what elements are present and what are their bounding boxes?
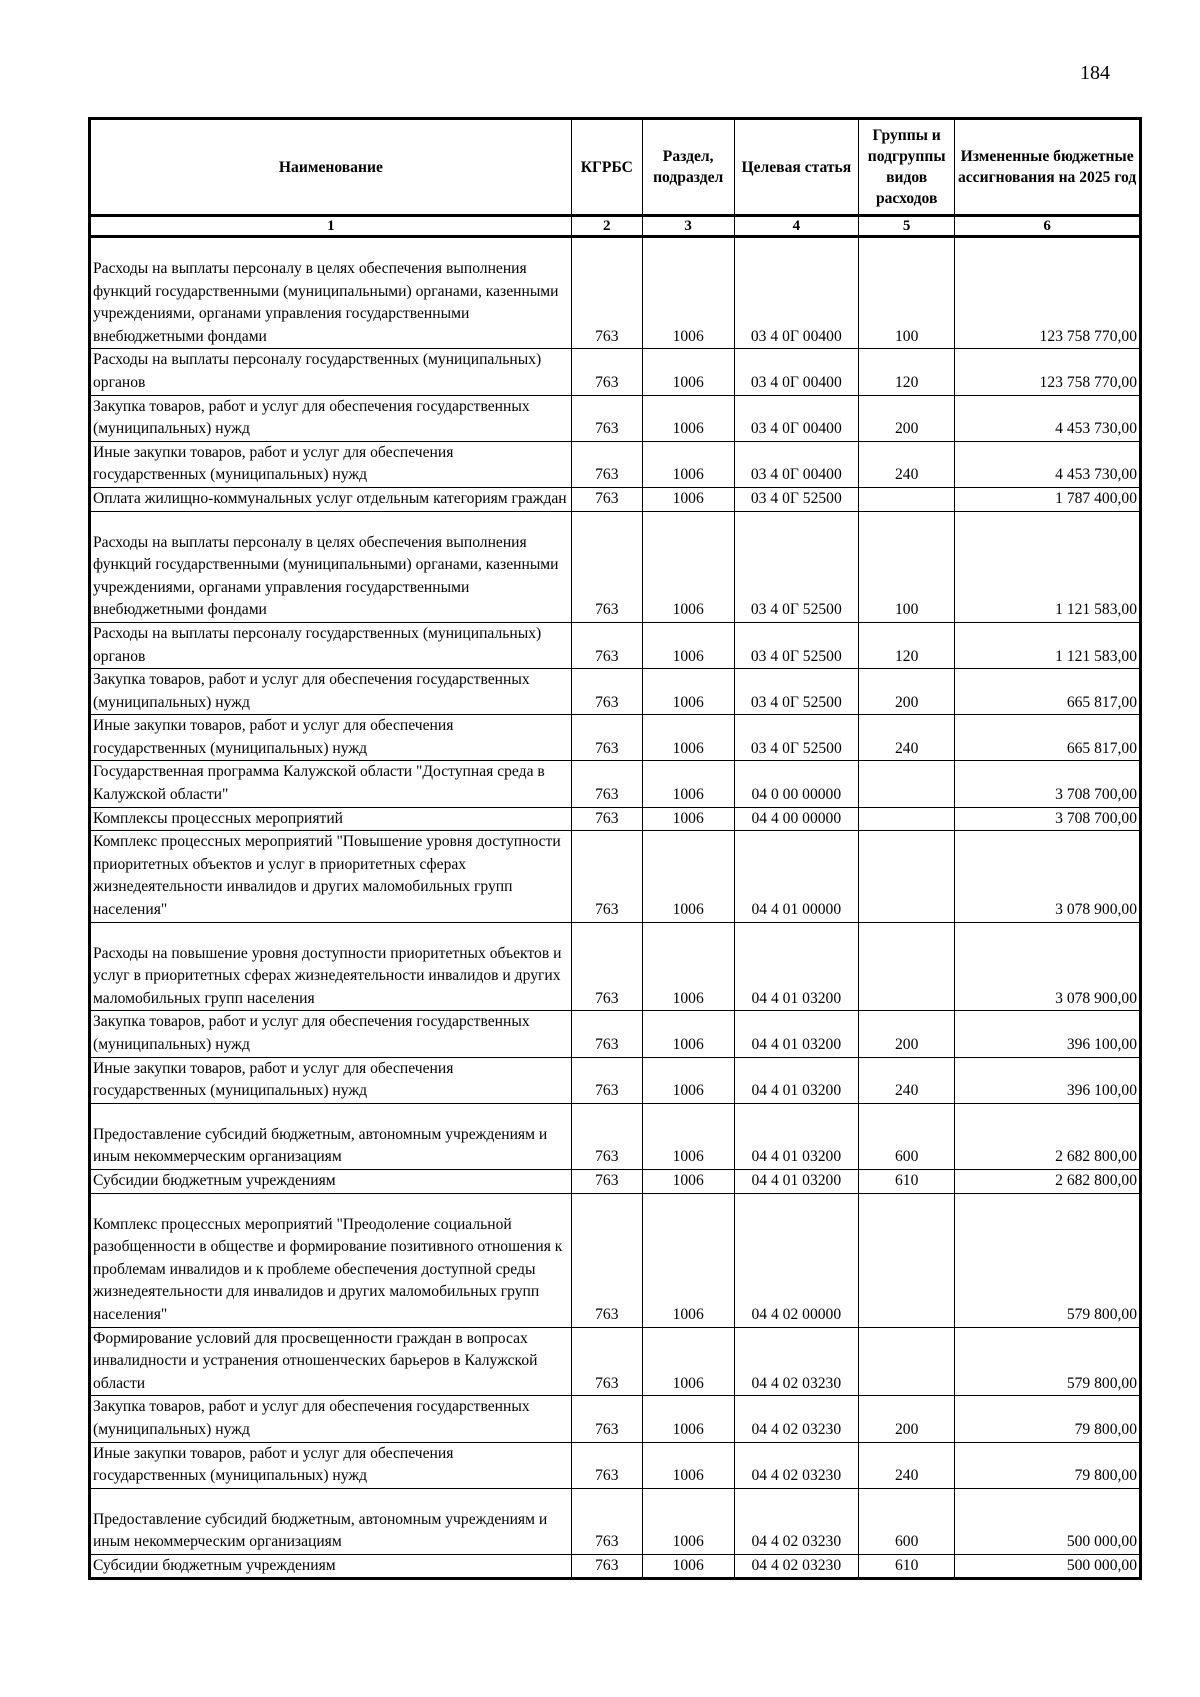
row-kgrbs: 763 (571, 761, 642, 807)
row-target: 04 4 01 03200 (734, 1057, 859, 1103)
row-section: 1006 (642, 1057, 734, 1103)
row-amount: 500 000,00 (955, 1488, 1141, 1554)
row-section: 1006 (642, 715, 734, 761)
row-kgrbs: 763 (571, 1554, 642, 1579)
row-amount: 123 758 770,00 (955, 349, 1141, 395)
row-name: Закупка товаров, работ и услуг для обеспечения государственных (муниципальных) нужд (90, 669, 572, 715)
row-amount: 123 758 770,00 (955, 237, 1141, 349)
row-name: Иные закупки товаров, работ и услуг для обеспечения государственных (муниципальных) нужд (90, 1057, 572, 1103)
row-amount: 79 800,00 (955, 1442, 1141, 1488)
row-kgrbs: 763 (571, 622, 642, 668)
table-row (90, 1554, 1141, 1579)
table-row (90, 831, 1141, 922)
header-target: Целевая статья (734, 119, 859, 216)
row-group: 100 (859, 237, 955, 349)
row-kgrbs: 763 (571, 1169, 642, 1193)
row-kgrbs: 763 (571, 237, 642, 349)
row-section: 1006 (642, 349, 734, 395)
row-group (859, 922, 955, 1011)
table-row (90, 622, 1141, 668)
row-target: 04 4 01 03200 (734, 1011, 859, 1057)
table-row (90, 807, 1141, 831)
table-row (90, 1103, 1141, 1169)
header-kgrbs: КГРБС (571, 119, 642, 216)
table-row (90, 715, 1141, 761)
row-kgrbs: 763 (571, 511, 642, 622)
table-row (90, 1011, 1141, 1057)
row-target: 04 4 02 03230 (734, 1488, 859, 1554)
budget-table (88, 117, 1142, 1580)
row-amount: 579 800,00 (955, 1193, 1141, 1327)
row-amount: 3 708 700,00 (955, 761, 1141, 807)
row-target: 04 4 01 03200 (734, 1169, 859, 1193)
row-section: 1006 (642, 1327, 734, 1396)
table-row (90, 1442, 1141, 1488)
row-target: 03 4 0Г 52500 (734, 669, 859, 715)
row-target: 04 0 00 00000 (734, 761, 859, 807)
row-group: 200 (859, 1396, 955, 1442)
row-name: Закупка товаров, работ и услуг для обеспечения государственных (муниципальных) нужд (90, 1011, 572, 1057)
header-section: Раздел, подраздел (642, 119, 734, 216)
row-amount: 4 453 730,00 (955, 395, 1141, 441)
row-section: 1006 (642, 1396, 734, 1442)
column-number: 6 (955, 216, 1141, 237)
row-amount: 1 121 583,00 (955, 622, 1141, 668)
row-section: 1006 (642, 831, 734, 922)
row-kgrbs: 763 (571, 922, 642, 1011)
row-section: 1006 (642, 237, 734, 349)
row-kgrbs: 763 (571, 1103, 642, 1169)
table-row (90, 237, 1141, 349)
row-group (859, 807, 955, 831)
row-kgrbs: 763 (571, 715, 642, 761)
table-row (90, 1396, 1141, 1442)
row-group: 240 (859, 1442, 955, 1488)
row-section: 1006 (642, 807, 734, 831)
row-kgrbs: 763 (571, 1193, 642, 1327)
row-name: Предоставление субсидий бюджетным, автономным учреждениям и иным некоммерческим организациям (90, 1488, 572, 1554)
row-kgrbs: 763 (571, 1488, 642, 1554)
row-name: Расходы на выплаты персоналу в целях обеспечения выполнения функций государственными (муниципальными) органами, казенными учреждениями, органами управления государственными внебюджетными фондами (90, 237, 572, 349)
row-group (859, 831, 955, 922)
row-name: Закупка товаров, работ и услуг для обеспечения государственных (муниципальных) нужд (90, 1396, 572, 1442)
row-kgrbs: 763 (571, 487, 642, 511)
row-group: 240 (859, 715, 955, 761)
row-name: Расходы на повышение уровня доступности приоритетных объектов и услуг в приоритетных сферах жизнедеятельности инвалидов и других маломобильных групп населения (90, 922, 572, 1011)
row-group: 610 (859, 1554, 955, 1579)
row-section: 1006 (642, 1169, 734, 1193)
row-group (859, 487, 955, 511)
row-section: 1006 (642, 1554, 734, 1579)
row-amount: 1 121 583,00 (955, 511, 1141, 622)
row-target: 03 4 0Г 00400 (734, 349, 859, 395)
table-row (90, 441, 1141, 487)
row-group: 600 (859, 1488, 955, 1554)
row-group: 610 (859, 1169, 955, 1193)
row-name: Субсидии бюджетным учреждениям (90, 1554, 572, 1579)
row-name: Иные закупки товаров, работ и услуг для обеспечения государственных (муниципальных) нужд (90, 715, 572, 761)
row-section: 1006 (642, 441, 734, 487)
header-name: Наименование (90, 119, 572, 216)
row-amount: 579 800,00 (955, 1327, 1141, 1396)
row-section: 1006 (642, 395, 734, 441)
row-amount: 665 817,00 (955, 715, 1141, 761)
row-kgrbs: 763 (571, 831, 642, 922)
row-group (859, 1193, 955, 1327)
row-target: 04 4 02 03230 (734, 1442, 859, 1488)
row-amount: 3 708 700,00 (955, 807, 1141, 831)
row-kgrbs: 763 (571, 1057, 642, 1103)
row-target: 04 4 01 03200 (734, 1103, 859, 1169)
table-row (90, 487, 1141, 511)
row-target: 04 4 02 03230 (734, 1554, 859, 1579)
row-kgrbs: 763 (571, 1011, 642, 1057)
row-name: Иные закупки товаров, работ и услуг для обеспечения государственных (муниципальных) нужд (90, 441, 572, 487)
row-name: Предоставление субсидий бюджетным, автономным учреждениям и иным некоммерческим организациям (90, 1103, 572, 1169)
row-target: 04 4 00 00000 (734, 807, 859, 831)
table-row (90, 1327, 1141, 1396)
row-section: 1006 (642, 761, 734, 807)
row-name: Иные закупки товаров, работ и услуг для обеспечения государственных (муниципальных) нужд (90, 1442, 572, 1488)
table-row (90, 395, 1141, 441)
row-section: 1006 (642, 922, 734, 1011)
row-group: 200 (859, 669, 955, 715)
row-target: 04 4 02 00000 (734, 1193, 859, 1327)
table-row (90, 511, 1141, 622)
column-number: 5 (859, 216, 955, 237)
row-name: Комплексы процессных мероприятий (90, 807, 572, 831)
row-section: 1006 (642, 622, 734, 668)
row-amount: 1 787 400,00 (955, 487, 1141, 511)
table-row (90, 669, 1141, 715)
table-row (90, 761, 1141, 807)
column-number: 1 (90, 216, 572, 237)
row-group: 100 (859, 511, 955, 622)
row-kgrbs: 763 (571, 395, 642, 441)
row-target: 03 4 0Г 52500 (734, 487, 859, 511)
row-kgrbs: 763 (571, 349, 642, 395)
column-number: 4 (734, 216, 859, 237)
row-amount: 396 100,00 (955, 1057, 1141, 1103)
row-name: Комплекс процессных мероприятий "Преодоление социальной разобщенности в обществе и формирование позитивного отношения к проблемам инвалидов и к проблеме обеспечения доступной среды жизнедеятельности для инвалидов и других маломобильных групп населения" (90, 1193, 572, 1327)
row-section: 1006 (642, 511, 734, 622)
column-number-row (90, 216, 1141, 237)
header-amount: Измененные бюджетные ассигнования на 2025 год (955, 119, 1141, 216)
row-group: 200 (859, 1011, 955, 1057)
row-section: 1006 (642, 669, 734, 715)
row-amount: 2 682 800,00 (955, 1169, 1141, 1193)
row-name: Расходы на выплаты персоналу государственных (муниципальных) органов (90, 349, 572, 395)
row-kgrbs: 763 (571, 1396, 642, 1442)
row-amount: 396 100,00 (955, 1011, 1141, 1057)
row-target: 03 4 0Г 52500 (734, 511, 859, 622)
row-kgrbs: 763 (571, 669, 642, 715)
table-row (90, 1169, 1141, 1193)
row-section: 1006 (642, 1442, 734, 1488)
row-target: 03 4 0Г 52500 (734, 622, 859, 668)
row-target: 04 4 01 00000 (734, 831, 859, 922)
row-name: Расходы на выплаты персоналу в целях обеспечения выполнения функций государственными (муниципальными) органами, казенными учреждениями, органами управления государственными внебюджетными фондами (90, 511, 572, 622)
row-amount: 665 817,00 (955, 669, 1141, 715)
page-number: 184 (1080, 62, 1110, 84)
table-header-row (90, 119, 1141, 216)
row-target: 03 4 0Г 00400 (734, 395, 859, 441)
row-target: 04 4 02 03230 (734, 1327, 859, 1396)
row-section: 1006 (642, 487, 734, 511)
row-kgrbs: 763 (571, 441, 642, 487)
row-amount: 3 078 900,00 (955, 922, 1141, 1011)
column-number: 3 (642, 216, 734, 237)
row-group: 200 (859, 395, 955, 441)
row-name: Комплекс процессных мероприятий "Повышение уровня доступности приоритетных объектов и услуг в приоритетных сферах жизнедеятельности инвалидов и других маломобильных групп населения" (90, 831, 572, 922)
row-name: Государственная программа Калужской области "Доступная среда в Калужской области" (90, 761, 572, 807)
row-kgrbs: 763 (571, 1442, 642, 1488)
row-target: 03 4 0Г 00400 (734, 237, 859, 349)
row-target: 04 4 01 03200 (734, 922, 859, 1011)
table-row (90, 1057, 1141, 1103)
table-row (90, 349, 1141, 395)
row-name: Оплата жилищно-коммунальных услуг отдельным категориям граждан (90, 487, 572, 511)
row-group (859, 1327, 955, 1396)
row-section: 1006 (642, 1011, 734, 1057)
table-row (90, 1193, 1141, 1327)
row-group: 120 (859, 349, 955, 395)
table-row (90, 1488, 1141, 1554)
row-target: 03 4 0Г 52500 (734, 715, 859, 761)
row-name: Субсидии бюджетным учреждениям (90, 1169, 572, 1193)
row-group: 600 (859, 1103, 955, 1169)
row-kgrbs: 763 (571, 807, 642, 831)
row-group: 240 (859, 441, 955, 487)
row-group: 120 (859, 622, 955, 668)
row-amount: 3 078 900,00 (955, 831, 1141, 922)
row-group: 240 (859, 1057, 955, 1103)
header-groups: Группы и подгруппы видов расходов (859, 119, 955, 216)
row-kgrbs: 763 (571, 1327, 642, 1396)
row-target: 03 4 0Г 00400 (734, 441, 859, 487)
row-group (859, 761, 955, 807)
row-amount: 500 000,00 (955, 1554, 1141, 1579)
row-name: Расходы на выплаты персоналу государственных (муниципальных) органов (90, 622, 572, 668)
column-number: 2 (571, 216, 642, 237)
table-row (90, 922, 1141, 1011)
row-name: Формирование условий для просвещенности граждан в вопросах инвалидности и устранения отношенческих барьеров в Калужской области (90, 1327, 572, 1396)
row-amount: 79 800,00 (955, 1396, 1141, 1442)
row-amount: 4 453 730,00 (955, 441, 1141, 487)
row-name: Закупка товаров, работ и услуг для обеспечения государственных (муниципальных) нужд (90, 395, 572, 441)
row-amount: 2 682 800,00 (955, 1103, 1141, 1169)
row-target: 04 4 02 03230 (734, 1396, 859, 1442)
row-section: 1006 (642, 1193, 734, 1327)
row-section: 1006 (642, 1488, 734, 1554)
row-section: 1006 (642, 1103, 734, 1169)
